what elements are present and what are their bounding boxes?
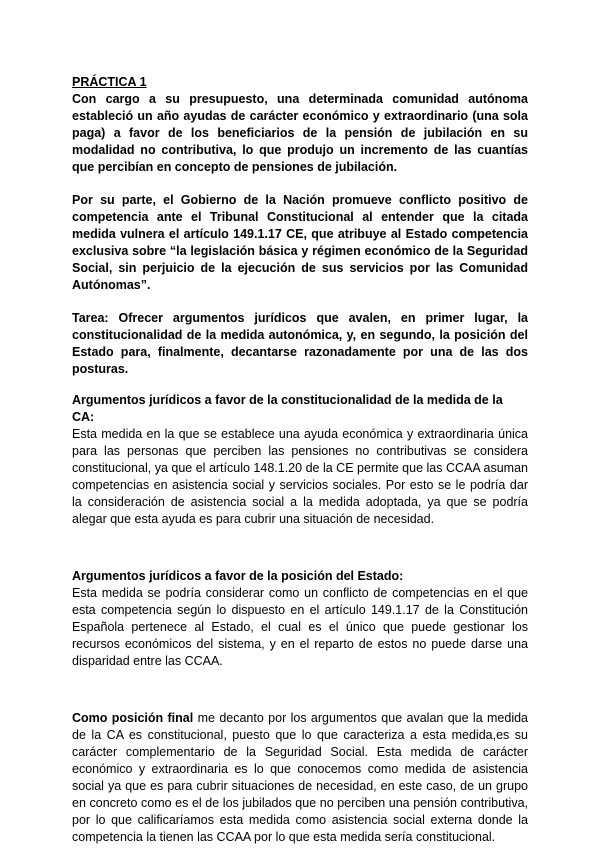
- document-title: PRÁCTICA 1: [72, 75, 147, 89]
- section-ca-body: Esta medida en la que se establece una ayuda económica y extraordinaria única para las personas que perciben las pensiones no contributivas se considera constitucional, ya que el artículo 148.1.20 de la CE permite que las CCAA asuman competencias en asistencia social y servicios sociales. Por esto se le podría dar la consideración de asistencia social a la medida adoptada, ya que se podría alegar que esta ayuda es para cubrir una situación de necesidad.: [72, 427, 528, 526]
- spacer: [72, 176, 528, 192]
- section-ca-heading: Argumentos jurídicos a favor de la constitucionalidad de la medida de la CA:: [72, 393, 503, 424]
- section-state-heading: Argumentos jurídicos a favor de la posición del Estado:: [72, 569, 404, 583]
- document-page: [72, 74, 528, 846]
- task-paragraph: Tarea: Ofrecer argumentos jurídicos que avalen, en primer lugar, la constitucionalidad de la medida autonómica, y, en segundo, la posición del Estado para, finalmente, decantarse razonadamente por una de las dos posturas.: [72, 311, 528, 376]
- spacer: [72, 528, 528, 568]
- intro-paragraph: Con cargo a su presupuesto, una determinada comunidad autónoma estableció un año ayudas de carácter económico y extraordinario (una sola paga) a favor de los beneficiarios de la pensión de jubilación en su modalidad no contributiva, lo que produjo un incremento de las cuantías que percibían en concepto de pensiones de jubilación.: [72, 92, 528, 174]
- spacer: [72, 670, 528, 710]
- spacer: [72, 378, 528, 392]
- section-state-body: Esta medida se podría considerar como un conflicto de competencias en el que esta competencia según lo dispuesto en el artículo 149.1.17 de la Constitución Española pertenece al Estado, el cual es el único que puede gestionar los recursos económicos del sistema, y en el reparto de estos no puede darse una disparidad entre las CCAA.: [72, 586, 528, 668]
- conflict-paragraph: Por su parte, el Gobierno de la Nación promueve conflicto positivo de competencia ante el Tribunal Constitucional al entender que la citada medida vulnera el artículo 149.1.17 CE, que atribuye al Estado competencia exclusiva sobre “la legislación básica y régimen económico de la Seguridad Social, sin perjuicio de la ejecución de sus servicios por las Comunidad Autónomas”.: [72, 193, 528, 292]
- final-position-body: me decanto por los argumentos que avalan que la medida de la CA es constitucional, puesto que lo que caracteriza a esta medida,es su carácter complementario de la Seguridad Social. Esta medida de carácter económico y extraordinaria es lo que conocemos como medida de asistencia social ya que es para cubrir situaciones de necesidad, en este caso, de un grupo en concreto como es el de los jubilados que no perciben una pensión contributiva, por lo que calificaríamos esta medida como asistencia social externa donde la competencia la tienen las CCAA por lo que esta medida sería constitucional.: [72, 711, 529, 844]
- spacer: [72, 294, 528, 310]
- final-position-paragraph: [72, 710, 528, 846]
- final-position-lead: Como posición final: [72, 711, 194, 725]
